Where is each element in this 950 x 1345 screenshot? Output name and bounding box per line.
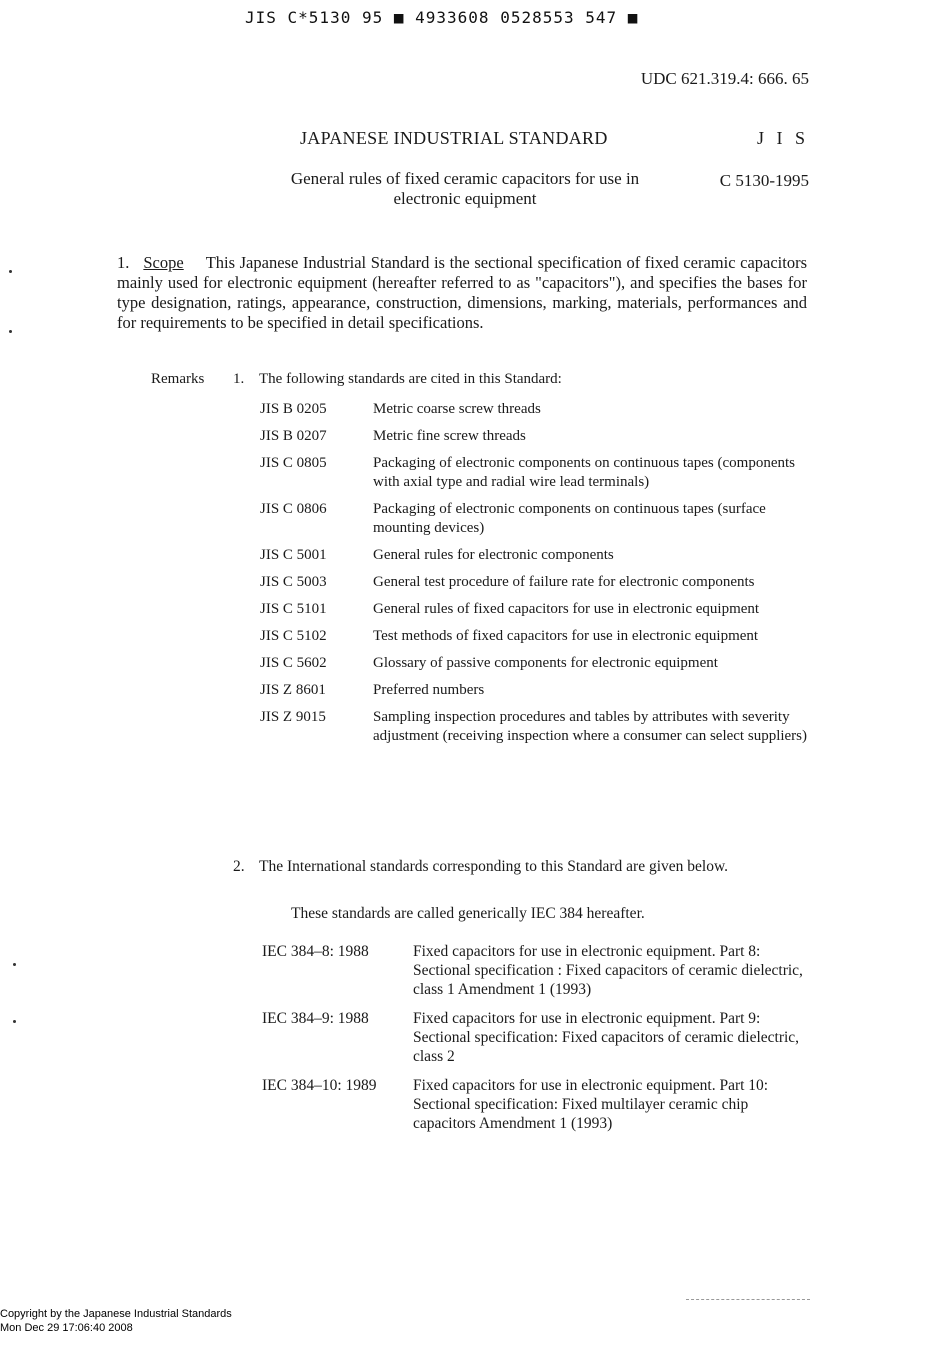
- standard-code-cell: JIS Z 8601: [260, 682, 326, 698]
- standard-code-cell: JIS C 0805: [260, 455, 327, 471]
- standard-code-cell: JIS C 5101: [260, 601, 327, 617]
- scan-speck: [9, 270, 12, 273]
- standard-title-cell: Metric coarse screw threads: [373, 401, 541, 417]
- list-item: [260, 400, 810, 419]
- document-subtitle: General rules of fixed ceramic capacitors for use in electronic equipment: [290, 169, 640, 208]
- iec-title-cell: Fixed capacitors for use in electronic equipment. Part 8: Sectional specification : Fixed capacitors of ceramic dielectric, class 1 Amendment 1 (1993): [413, 943, 803, 998]
- scan-speck: [13, 963, 16, 966]
- copyright-notice: [0, 1307, 232, 1335]
- copyright-line-1: Copyright by the Japanese Industrial Standards: [0, 1308, 232, 1320]
- standard-code-cell: JIS C 0806: [260, 501, 327, 517]
- footer-rule: [686, 1299, 810, 1300]
- iec-code-cell: IEC 384–10: 1989: [262, 1077, 377, 1094]
- standard-title-cell: Metric fine screw threads: [373, 428, 526, 444]
- standard-code-cell: JIS C 5003: [260, 574, 327, 590]
- standard-code-cell: JIS C 5102: [260, 628, 327, 644]
- list-item: [262, 1076, 812, 1133]
- standard-title-cell: General rules for electronic components: [373, 547, 614, 563]
- remark-2-text: The International standards corresponding to this Standard are given below.: [259, 858, 729, 875]
- remark-2: [233, 857, 803, 876]
- standard-title-cell: Preferred numbers: [373, 682, 485, 698]
- scope-section: [117, 253, 807, 333]
- standard-code-cell: JIS C 5001: [260, 547, 327, 563]
- remark-1: [233, 371, 562, 388]
- scope-number: 1.: [117, 253, 130, 272]
- scope-heading: Scope: [143, 253, 184, 272]
- remarks-label: Remarks: [151, 371, 205, 387]
- list-item: [262, 942, 812, 999]
- remark-2-number: 2.: [233, 858, 245, 875]
- remark-1-number: 1.: [233, 371, 245, 387]
- list-item: [260, 708, 810, 746]
- copyright-line-2: Mon Dec 29 17:06:40 2008: [0, 1322, 133, 1334]
- standard-code: C 5130-1995: [719, 171, 809, 190]
- generic-note: These standards are called generically IEC 384 hereafter.: [291, 905, 645, 922]
- standard-code-cell: JIS B 0207: [260, 428, 327, 444]
- standard-title: JAPANESE INDUSTRIAL STANDARD: [300, 128, 608, 148]
- udc-number: UDC 621.319.4: 666. 65: [640, 69, 809, 88]
- standard-code-cell: JIS Z 9015: [260, 709, 326, 725]
- iec-standards-list: [262, 942, 812, 1143]
- standard-title-cell: Packaging of electronic components on continuous tapes (components with axial type and radial wire lead terminals): [373, 455, 795, 490]
- list-item: [260, 681, 810, 700]
- standard-title-cell: Packaging of electronic components on continuous tapes (surface mounting devices): [373, 501, 766, 536]
- document-barcode: JIS C*5130 95 ■ 4933608 0528553 547 ■: [245, 8, 639, 27]
- cited-standards-list: [260, 400, 810, 754]
- list-item: [260, 654, 810, 673]
- scan-speck: [9, 330, 12, 333]
- scan-speck: [13, 1020, 16, 1023]
- standard-code-cell: JIS C 5602: [260, 655, 327, 671]
- list-item: [260, 573, 810, 592]
- standard-title-cell: Glossary of passive components for electronic equipment: [373, 655, 718, 671]
- standard-code-cell: JIS B 0205: [260, 401, 327, 417]
- jis-label: J I S: [756, 128, 809, 148]
- remark-1-text: The following standards are cited in this Standard:: [259, 371, 562, 387]
- standard-title-cell: Sampling inspection procedures and tables by attributes with severity adjustment (receiving inspection where a consumer can select suppliers): [373, 709, 808, 744]
- list-item: [260, 454, 810, 492]
- list-item: [260, 627, 810, 646]
- iec-title-cell: Fixed capacitors for use in electronic equipment. Part 10: Sectional specification: Fixed multilayer ceramic chip capacitors Amendment 1 (1993): [413, 1077, 769, 1132]
- scope-text: This Japanese Industrial Standard is the sectional specification of fixed ceramic capacitors mainly used for electronic equipment (hereafter referred to as "capacitors"), and specifies the bases for type designation, ratings, appearance, construction, dimensions, marking, materials, performances and for requirements to be specified in detail specifications.: [117, 253, 807, 332]
- standard-title-cell: Test methods of fixed capacitors for use in electronic equipment: [373, 628, 759, 644]
- standard-title-cell: General rules of fixed capacitors for use in electronic equipment: [373, 601, 760, 617]
- list-item: [262, 1009, 812, 1066]
- list-item: [260, 427, 810, 446]
- iec-code-cell: IEC 384–8: 1988: [262, 943, 369, 960]
- list-item: [260, 546, 810, 565]
- standard-title-cell: General test procedure of failure rate for electronic components: [373, 574, 755, 590]
- list-item: [260, 500, 810, 538]
- iec-code-cell: IEC 384–9: 1988: [262, 1010, 369, 1027]
- list-item: [260, 600, 810, 619]
- iec-title-cell: Fixed capacitors for use in electronic equipment. Part 9: Sectional specification: Fixed capacitors of ceramic dielectric, class 2: [413, 1010, 800, 1065]
